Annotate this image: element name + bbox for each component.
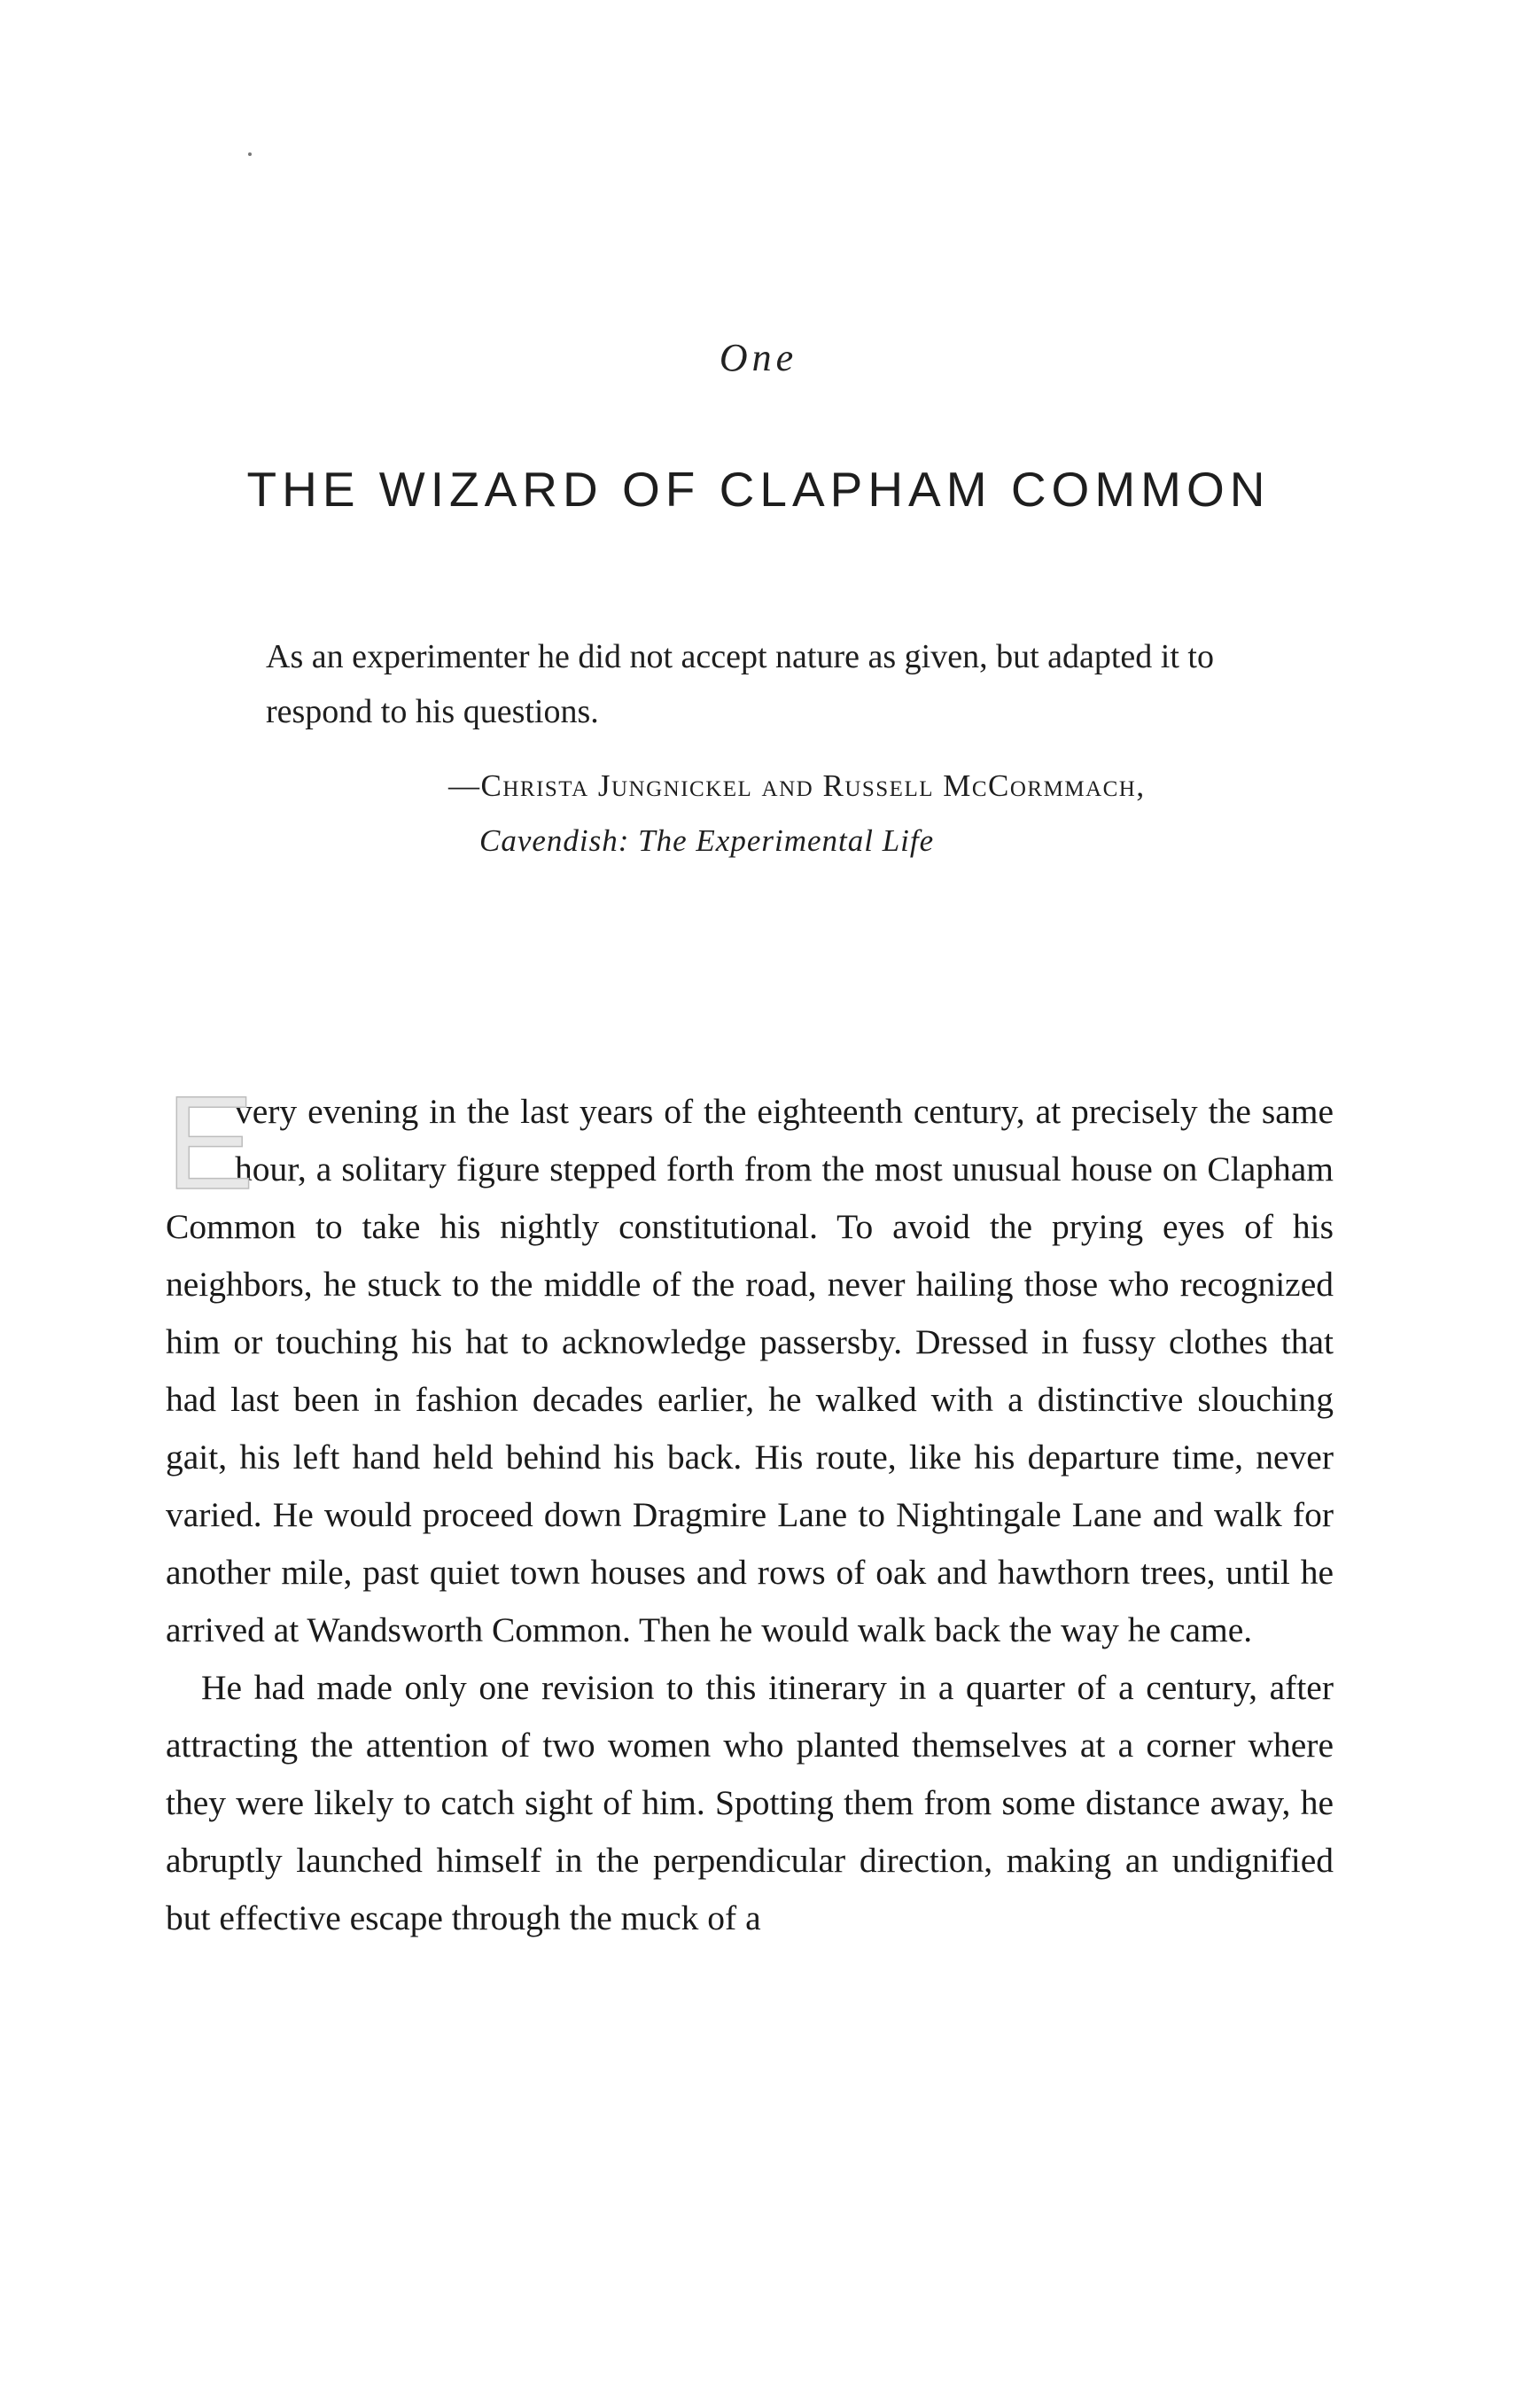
epigraph-attribution: [448, 759, 1334, 869]
chapter-title: THE WIZARD OF CLAPHAM COMMON: [246, 462, 1271, 517]
drop-cap-letter: E: [166, 1068, 255, 1217]
epigraph-book-title: Cavendish: The Experimental Life: [479, 823, 935, 858]
body-text: [166, 1068, 1334, 1947]
paragraph-1-text: very evening in the last years of the eighteenth century, at precisely the same hour, a solitary figure stepped forth from the most unusual house on Clapham Common to take his nightly constitutional. To avoid the prying eyes of his neighbors, he stuck to the middle of the road, never hailing those who recognized him or touching his hat to acknowledge passersby. Dressed in fussy clothes that had last been in fashion decades earlier, he walked with a distinctive slouching gait, his left hand held behind his back. His route, like his departure time, never varied. He would proceed down Dragmire Lane to Nightingale Lane and walk for another mile, past quiet town houses and rows of oak and hawthorn trees, until he arrived at Wandsworth Common. Then he would walk back the way he came.: [166, 1092, 1334, 1649]
epigraph-authors: —Christa Jungnickel and Russell McCormmach,: [448, 768, 1146, 803]
paragraph-2: He had made only one revision to this itinerary in a quarter of a century, after attracting the attention of two women who planted themselves at a corner where they were likely to catch sight of him. Spotting them from some distance away, he abruptly launched himself in the perpendicular direction, making an undignified but effective escape through the muck of a: [166, 1668, 1334, 1937]
drop-cap: [166, 1068, 255, 1217]
chapter-number: One: [719, 336, 798, 379]
paragraph-1: [166, 1068, 1334, 1659]
epigraph-quote: As an experimenter he did not accept nature as given, but adapted it to respond to his questions.: [266, 638, 1214, 730]
scan-speck: [248, 152, 252, 156]
